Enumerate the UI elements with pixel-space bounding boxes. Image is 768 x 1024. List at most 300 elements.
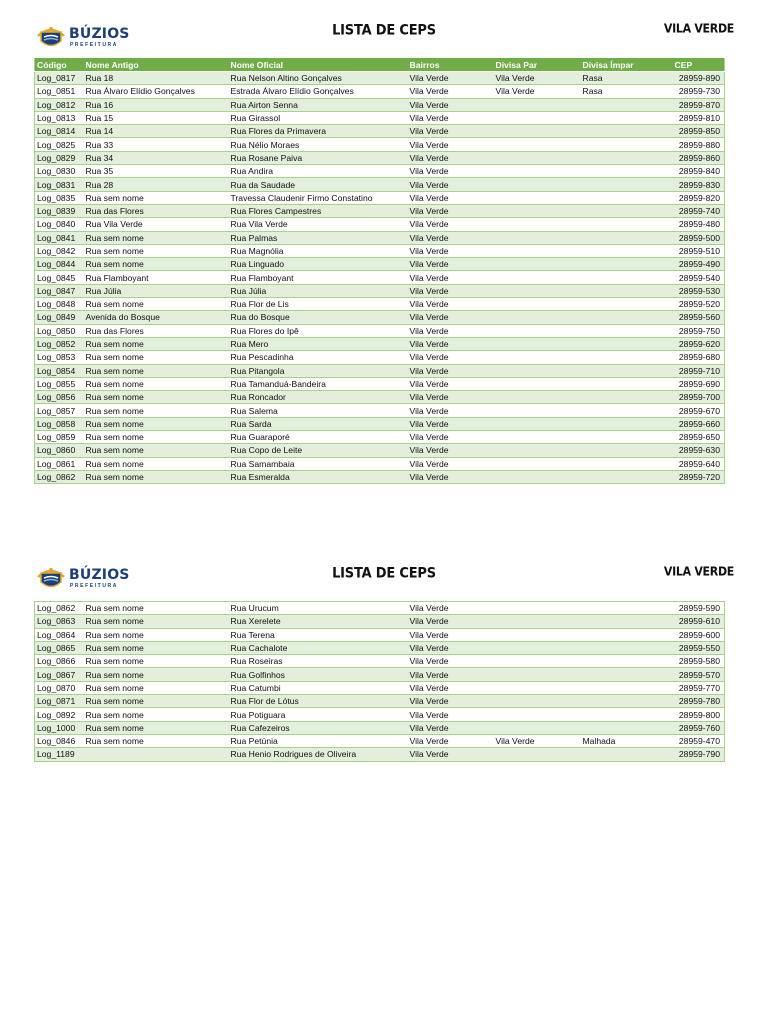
cep-cell: 28959-520 [673, 298, 725, 311]
code-cell: Log_0866 [35, 655, 84, 668]
official-name-cell: Rua Vila Verde [229, 218, 408, 231]
old-name-cell: Rua sem nome [84, 231, 229, 244]
table-row [35, 125, 725, 138]
old-name-cell: Rua sem nome [84, 721, 229, 734]
code-cell: Log_0844 [35, 258, 84, 271]
code-cell: Log_0858 [35, 417, 84, 430]
even-border-cell [494, 470, 581, 483]
code-cell: Log_0850 [35, 324, 84, 337]
cep-cell: 28959-490 [673, 258, 725, 271]
code-cell: Log_0849 [35, 311, 84, 324]
cep-cell: 28959-710 [673, 364, 725, 377]
old-name-cell: Rua sem nome [84, 351, 229, 364]
neighborhood-cell: Vila Verde [408, 218, 494, 231]
code-cell: Log_0871 [35, 695, 84, 708]
table-row [35, 191, 725, 204]
table-row [35, 111, 725, 124]
code-cell: Log_0813 [35, 111, 84, 124]
cep-cell: 28959-620 [673, 337, 725, 350]
official-name-cell: Rua Andira [229, 165, 408, 178]
official-name-cell: Rua Sarda [229, 417, 408, 430]
code-cell: Log_0864 [35, 628, 84, 641]
neighborhood-cell: Vila Verde [408, 457, 494, 470]
official-name-cell: Rua Júlia [229, 284, 408, 297]
logo-brand-text: BÚZIOS [69, 26, 130, 42]
official-name-cell: Rua Urucum [229, 602, 408, 615]
official-name-cell: Rua Samambaia [229, 457, 408, 470]
even-border-cell [494, 125, 581, 138]
table-row [35, 284, 725, 297]
official-name-cell: Rua Xerelete [229, 615, 408, 628]
even-border-cell [494, 417, 581, 430]
official-name-cell: Rua da Saudade [229, 178, 408, 191]
old-name-cell: Rua sem nome [84, 364, 229, 377]
even-border-cell [494, 284, 581, 297]
official-name-cell: Rua Linguado [229, 258, 408, 271]
official-name-cell: Rua do Bosque [229, 311, 408, 324]
neighborhood-cell: Vila Verde [408, 748, 494, 761]
table-row [35, 734, 725, 747]
neighborhood-cell: Vila Verde [408, 444, 494, 457]
odd-border-cell [581, 377, 673, 390]
official-name-cell: Rua Cachalote [229, 641, 408, 654]
code-cell: Log_0840 [35, 218, 84, 231]
cep-cell: 28959-630 [673, 444, 725, 457]
code-cell: Log_0851 [35, 85, 84, 98]
official-name-cell: Rua Tamanduá-Bandeira [229, 377, 408, 390]
official-name-cell: Rua Magnólia [229, 244, 408, 257]
code-cell: Log_0812 [35, 98, 84, 111]
old-name-cell: Rua sem nome [84, 417, 229, 430]
table-row [35, 681, 725, 694]
even-border-cell [494, 364, 581, 377]
old-name-cell: Rua das Flores [84, 324, 229, 337]
official-name-cell: Travessa Claudenir Firmo Constatino [229, 191, 408, 204]
table-row [35, 641, 725, 654]
neighborhood-cell: Vila Verde [408, 708, 494, 721]
table-row [35, 72, 725, 85]
even-border-cell [494, 138, 581, 151]
odd-border-cell [581, 457, 673, 470]
code-cell: Log_1189 [35, 748, 84, 761]
neighborhood-cell: Vila Verde [408, 655, 494, 668]
even-border-cell [494, 271, 581, 284]
neighborhood-cell: Vila Verde [408, 337, 494, 350]
cep-table [34, 601, 725, 762]
old-name-cell: Avenida do Bosque [84, 311, 229, 324]
even-border-cell [494, 391, 581, 404]
odd-border-cell [581, 364, 673, 377]
code-cell: Log_0847 [35, 284, 84, 297]
table-row [35, 231, 725, 244]
old-name-cell: Rua sem nome [84, 470, 229, 483]
even-border-cell [494, 204, 581, 217]
page-1 [0, 0, 768, 500]
neighborhood-cell: Vila Verde [408, 311, 494, 324]
old-name-cell: Rua sem nome [84, 431, 229, 444]
old-name-cell: Rua sem nome [84, 444, 229, 457]
odd-border-cell [581, 641, 673, 654]
odd-border-cell [581, 431, 673, 444]
column-header: Código [35, 58, 84, 72]
even-border-cell [494, 165, 581, 178]
old-name-cell: Rua sem nome [84, 695, 229, 708]
old-name-cell: Rua sem nome [84, 668, 229, 681]
old-name-cell: Rua Flamboyant [84, 271, 229, 284]
code-cell: Log_0857 [35, 404, 84, 417]
old-name-cell: Rua sem nome [84, 404, 229, 417]
even-border-cell [494, 721, 581, 734]
neighborhood-cell: Vila Verde [408, 191, 494, 204]
odd-border-cell [581, 668, 673, 681]
cep-cell: 28959-670 [673, 404, 725, 417]
cep-cell: 28959-690 [673, 377, 725, 390]
neighborhood-cell: Vila Verde [408, 470, 494, 483]
old-name-cell: Rua sem nome [84, 377, 229, 390]
table-row [35, 218, 725, 231]
table-row [35, 364, 725, 377]
odd-border-cell [581, 151, 673, 164]
old-name-cell: Rua sem nome [84, 602, 229, 615]
odd-border-cell [581, 748, 673, 761]
odd-border-cell [581, 138, 673, 151]
even-border-cell [494, 748, 581, 761]
code-cell: Log_0862 [35, 602, 84, 615]
odd-border-cell [581, 417, 673, 430]
neighborhood-cell: Vila Verde [408, 298, 494, 311]
neighborhood-cell: Vila Verde [408, 734, 494, 747]
table-row [35, 628, 725, 641]
table-body [35, 72, 725, 484]
old-name-cell: Rua sem nome [84, 337, 229, 350]
even-border-cell [494, 404, 581, 417]
table-row [35, 324, 725, 337]
code-cell: Log_0870 [35, 681, 84, 694]
code-cell: Log_0835 [35, 191, 84, 204]
old-name-cell: Rua 28 [84, 178, 229, 191]
odd-border-cell [581, 298, 673, 311]
table-row [35, 602, 725, 615]
code-cell: Log_0825 [35, 138, 84, 151]
neighborhood-cell: Vila Verde [408, 431, 494, 444]
even-border-cell [494, 681, 581, 694]
even-border-cell: Vila Verde [494, 72, 581, 85]
neighborhood-label: VILA VERDE [663, 564, 734, 579]
odd-border-cell [581, 655, 673, 668]
code-cell: Log_0841 [35, 231, 84, 244]
official-name-cell: Rua Salema [229, 404, 408, 417]
code-cell: Log_0831 [35, 178, 84, 191]
odd-border-cell [581, 444, 673, 457]
table-row [35, 377, 725, 390]
odd-border-cell [581, 244, 673, 257]
page-title: LISTA DE CEPS [332, 22, 436, 39]
official-name-cell: Rua Roseiras [229, 655, 408, 668]
odd-border-cell [581, 111, 673, 124]
even-border-cell: Vila Verde [494, 734, 581, 747]
cep-cell: 28959-770 [673, 681, 725, 694]
code-cell: Log_0845 [35, 271, 84, 284]
odd-border-cell [581, 204, 673, 217]
even-border-cell [494, 324, 581, 337]
code-cell: Log_0829 [35, 151, 84, 164]
cep-cell: 28959-570 [673, 668, 725, 681]
odd-border-cell [581, 351, 673, 364]
old-name-cell: Rua 14 [84, 125, 229, 138]
official-name-cell: Rua Golfinhos [229, 668, 408, 681]
odd-border-cell: Rasa [581, 72, 673, 85]
official-name-cell: Rua Pescadinha [229, 351, 408, 364]
table-row [35, 391, 725, 404]
even-border-cell [494, 231, 581, 244]
code-cell: Log_0862 [35, 470, 84, 483]
official-name-cell: Rua Roncador [229, 391, 408, 404]
column-header: Divisa Ímpar [581, 58, 673, 72]
old-name-cell: Rua sem nome [84, 298, 229, 311]
code-cell: Log_0867 [35, 668, 84, 681]
table-row [35, 708, 725, 721]
odd-border-cell [581, 602, 673, 615]
code-cell: Log_0842 [35, 244, 84, 257]
code-cell: Log_0861 [35, 457, 84, 470]
table-row [35, 98, 725, 111]
even-border-cell [494, 351, 581, 364]
old-name-cell: Rua sem nome [84, 708, 229, 721]
neighborhood-cell: Vila Verde [408, 244, 494, 257]
neighborhood-label: VILA VERDE [663, 21, 734, 36]
even-border-cell [494, 337, 581, 350]
neighborhood-cell: Vila Verde [408, 615, 494, 628]
old-name-cell: Rua sem nome [84, 258, 229, 271]
old-name-cell: Rua sem nome [84, 457, 229, 470]
old-name-cell: Rua 34 [84, 151, 229, 164]
odd-border-cell [581, 615, 673, 628]
odd-border-cell [581, 271, 673, 284]
old-name-cell [84, 748, 229, 761]
neighborhood-cell: Vila Verde [408, 721, 494, 734]
table-row [35, 615, 725, 628]
code-cell: Log_0852 [35, 337, 84, 350]
odd-border-cell [581, 470, 673, 483]
table-row [35, 337, 725, 350]
cep-cell: 28959-790 [673, 748, 725, 761]
odd-border-cell [581, 98, 673, 111]
old-name-cell: Rua sem nome [84, 655, 229, 668]
old-name-cell: Rua sem nome [84, 244, 229, 257]
table-row [35, 165, 725, 178]
cep-cell: 28959-640 [673, 457, 725, 470]
cep-cell: 28959-820 [673, 191, 725, 204]
cep-cell: 28959-550 [673, 641, 725, 654]
neighborhood-cell: Vila Verde [408, 165, 494, 178]
cep-cell: 28959-750 [673, 324, 725, 337]
code-cell: Log_0853 [35, 351, 84, 364]
official-name-cell: Rua Terena [229, 628, 408, 641]
official-name-cell: Rua Flor de Lótus [229, 695, 408, 708]
logo-subtext: PREFEITURA [70, 42, 118, 48]
odd-border-cell [581, 178, 673, 191]
even-border-cell [494, 668, 581, 681]
cep-table [34, 58, 725, 484]
neighborhood-cell: Vila Verde [408, 324, 494, 337]
table-body [35, 602, 725, 762]
cep-cell: 28959-590 [673, 602, 725, 615]
neighborhood-cell: Vila Verde [408, 364, 494, 377]
old-name-cell: Rua 33 [84, 138, 229, 151]
neighborhood-cell: Vila Verde [408, 351, 494, 364]
table-row [35, 204, 725, 217]
table-row [35, 655, 725, 668]
old-name-cell: Rua sem nome [84, 681, 229, 694]
column-header: Nome Oficial [229, 58, 408, 72]
neighborhood-cell: Vila Verde [408, 271, 494, 284]
table-row [35, 417, 725, 430]
odd-border-cell [581, 191, 673, 204]
odd-border-cell [581, 165, 673, 178]
official-name-cell: Rua Palmas [229, 231, 408, 244]
even-border-cell [494, 641, 581, 654]
neighborhood-cell: Vila Verde [408, 417, 494, 430]
table-row [35, 311, 725, 324]
odd-border-cell [581, 125, 673, 138]
neighborhood-cell: Vila Verde [408, 72, 494, 85]
cep-cell: 28959-600 [673, 628, 725, 641]
table-row [35, 271, 725, 284]
neighborhood-cell: Vila Verde [408, 138, 494, 151]
code-cell: Log_0830 [35, 165, 84, 178]
cep-cell: 28959-880 [673, 138, 725, 151]
neighborhood-cell: Vila Verde [408, 231, 494, 244]
odd-border-cell [581, 218, 673, 231]
logo-subtext: PREFEITURA [70, 583, 118, 589]
cep-cell: 28959-780 [673, 695, 725, 708]
official-name-cell: Rua Mero [229, 337, 408, 350]
even-border-cell [494, 218, 581, 231]
table-row [35, 178, 725, 191]
table-row [35, 695, 725, 708]
column-header: Divisa Par [494, 58, 581, 72]
column-header: Bairros [408, 58, 494, 72]
official-name-cell: Estrada Álvaro Elídio Gonçalves [229, 85, 408, 98]
cep-cell: 28959-650 [673, 431, 725, 444]
cep-cell: 28959-850 [673, 125, 725, 138]
odd-border-cell [581, 337, 673, 350]
old-name-cell: Rua Vila Verde [84, 218, 229, 231]
old-name-cell: Rua sem nome [84, 191, 229, 204]
official-name-cell: Rua Petúnia [229, 734, 408, 747]
code-cell: Log_0865 [35, 641, 84, 654]
old-name-cell: Rua 16 [84, 98, 229, 111]
cep-cell: 28959-800 [673, 708, 725, 721]
code-cell: Log_0860 [35, 444, 84, 457]
cep-cell: 28959-470 [673, 734, 725, 747]
neighborhood-cell: Vila Verde [408, 111, 494, 124]
neighborhood-cell: Vila Verde [408, 284, 494, 297]
table-row [35, 138, 725, 151]
neighborhood-cell: Vila Verde [408, 641, 494, 654]
neighborhood-cell: Vila Verde [408, 695, 494, 708]
table-row [35, 85, 725, 98]
even-border-cell: Vila Verde [494, 85, 581, 98]
even-border-cell [494, 98, 581, 111]
cep-cell: 28959-730 [673, 85, 725, 98]
cep-cell: 28959-580 [673, 655, 725, 668]
code-cell: Log_0817 [35, 72, 84, 85]
table-row [35, 457, 725, 470]
odd-border-cell [581, 391, 673, 404]
table-row [35, 470, 725, 483]
official-name-cell: Rua Flores do Ipê [229, 324, 408, 337]
cep-cell: 28959-720 [673, 470, 725, 483]
even-border-cell [494, 708, 581, 721]
old-name-cell: Rua 15 [84, 111, 229, 124]
cep-cell: 28959-680 [673, 351, 725, 364]
cep-cell: 28959-840 [673, 165, 725, 178]
code-cell: Log_0892 [35, 708, 84, 721]
odd-border-cell [581, 404, 673, 417]
table-row [35, 431, 725, 444]
code-cell: Log_1000 [35, 721, 84, 734]
even-border-cell [494, 431, 581, 444]
neighborhood-cell: Vila Verde [408, 258, 494, 271]
neighborhood-cell: Vila Verde [408, 628, 494, 641]
official-name-cell: Rua Henio Rodrigues de Oliveira [229, 748, 408, 761]
odd-border-cell: Malhada [581, 734, 673, 747]
odd-border-cell [581, 324, 673, 337]
code-cell: Log_0856 [35, 391, 84, 404]
cep-cell: 28959-740 [673, 204, 725, 217]
column-header: Nome Antigo [84, 58, 229, 72]
code-cell: Log_0859 [35, 431, 84, 444]
even-border-cell [494, 615, 581, 628]
even-border-cell [494, 377, 581, 390]
official-name-cell: Rua Potiguara [229, 708, 408, 721]
odd-border-cell [581, 311, 673, 324]
old-name-cell: Rua das Flores [84, 204, 229, 217]
cep-cell: 28959-700 [673, 391, 725, 404]
old-name-cell: Rua sem nome [84, 391, 229, 404]
official-name-cell: Rua Cafezeiros [229, 721, 408, 734]
neighborhood-cell: Vila Verde [408, 151, 494, 164]
odd-border-cell [581, 628, 673, 641]
neighborhood-cell: Vila Verde [408, 391, 494, 404]
even-border-cell [494, 311, 581, 324]
official-name-cell: Rua Girassol [229, 111, 408, 124]
code-cell: Log_0855 [35, 377, 84, 390]
neighborhood-cell: Vila Verde [408, 668, 494, 681]
cep-cell: 28959-480 [673, 218, 725, 231]
even-border-cell [494, 628, 581, 641]
neighborhood-cell: Vila Verde [408, 204, 494, 217]
table-row [35, 298, 725, 311]
even-border-cell [494, 191, 581, 204]
neighborhood-cell: Vila Verde [408, 681, 494, 694]
page-title: LISTA DE CEPS [332, 565, 436, 582]
table-row [35, 721, 725, 734]
odd-border-cell [581, 681, 673, 694]
old-name-cell: Rua sem nome [84, 628, 229, 641]
old-name-cell: Rua sem nome [84, 734, 229, 747]
even-border-cell [494, 151, 581, 164]
even-border-cell [494, 258, 581, 271]
old-name-cell: Rua Álvaro Elídio Gonçalves [84, 85, 229, 98]
even-border-cell [494, 602, 581, 615]
odd-border-cell [581, 695, 673, 708]
cep-cell: 28959-510 [673, 244, 725, 257]
old-name-cell: Rua 18 [84, 72, 229, 85]
neighborhood-cell: Vila Verde [408, 178, 494, 191]
official-name-cell: Rua Copo de Leite [229, 444, 408, 457]
